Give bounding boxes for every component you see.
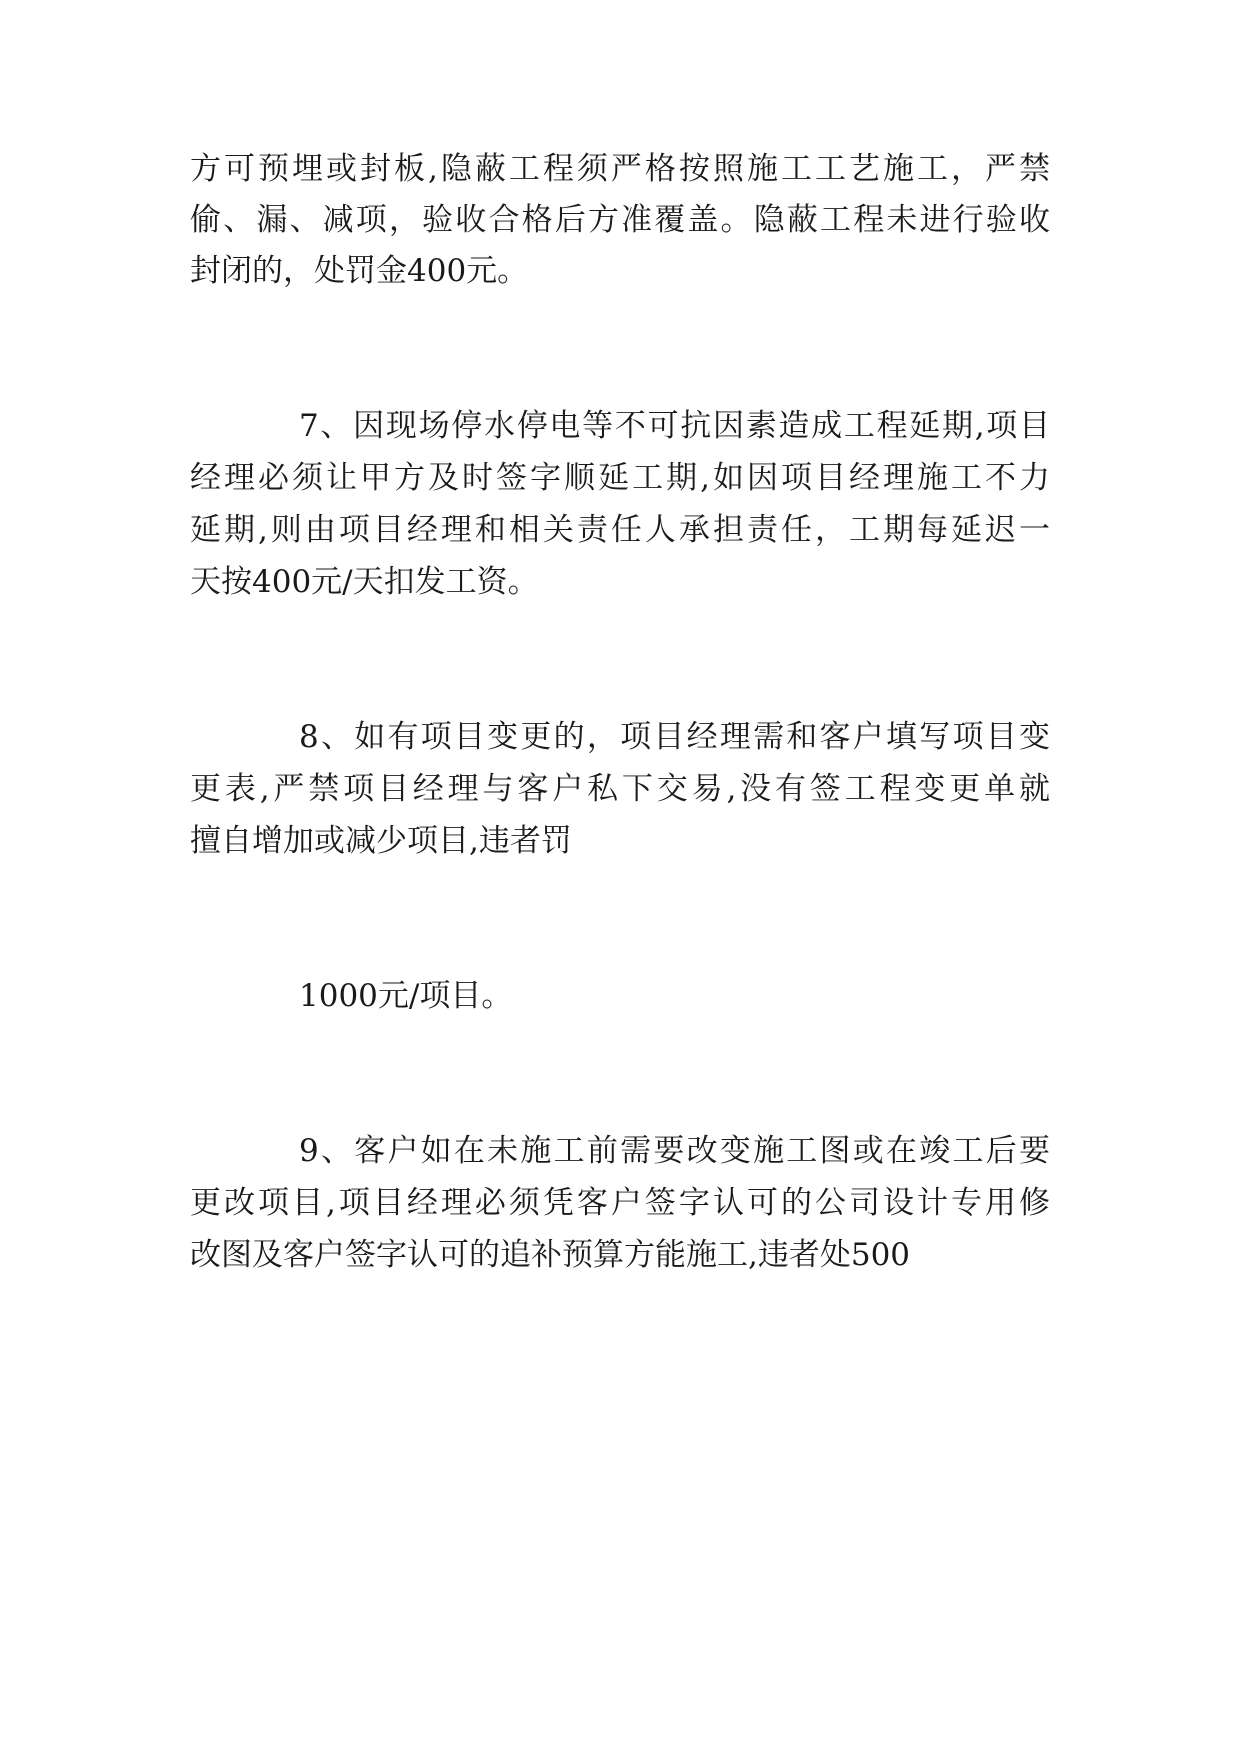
- text-line: 天按400元/天扣发工资。: [190, 564, 539, 600]
- text-line: 偷、漏、减项，验收合格后方准覆盖。隐蔽工程未进行验收: [190, 202, 1050, 238]
- text-line: 擅自增加或减少项目,违者罚: [190, 823, 572, 859]
- text-line: 更改项目,项目经理必须凭客户签字认可的公司设计专用修: [190, 1185, 1050, 1221]
- text-line: 7、因现场停水停电等不可抗因素造成工程延期,项目: [299, 408, 1050, 444]
- text-line: 9、客户如在未施工前需要改变施工图或在竣工后要: [299, 1133, 1050, 1169]
- text-line: 延期,则由项目经理和相关责任人承担责任，工期每延迟一: [190, 512, 1050, 548]
- text-line: 更表,严禁项目经理与客户私下交易,没有签工程变更单就: [190, 771, 1050, 807]
- text-line: 改图及客户签字认可的追补预算方能施工,违者处500: [190, 1237, 911, 1273]
- text-line: 封闭的，处罚金400元。: [190, 253, 529, 289]
- text-line: 经理必须让甲方及时签字顺延工期,如因项目经理施工不力: [190, 460, 1050, 496]
- text-line: 1000元/项目。: [299, 978, 513, 1014]
- text-line: 方可预埋或封板,隐蔽工程须严格按照施工工艺施工，严禁: [190, 151, 1050, 187]
- text-line: 8、如有项目变更的，项目经理需和客户填写项目变: [299, 719, 1050, 755]
